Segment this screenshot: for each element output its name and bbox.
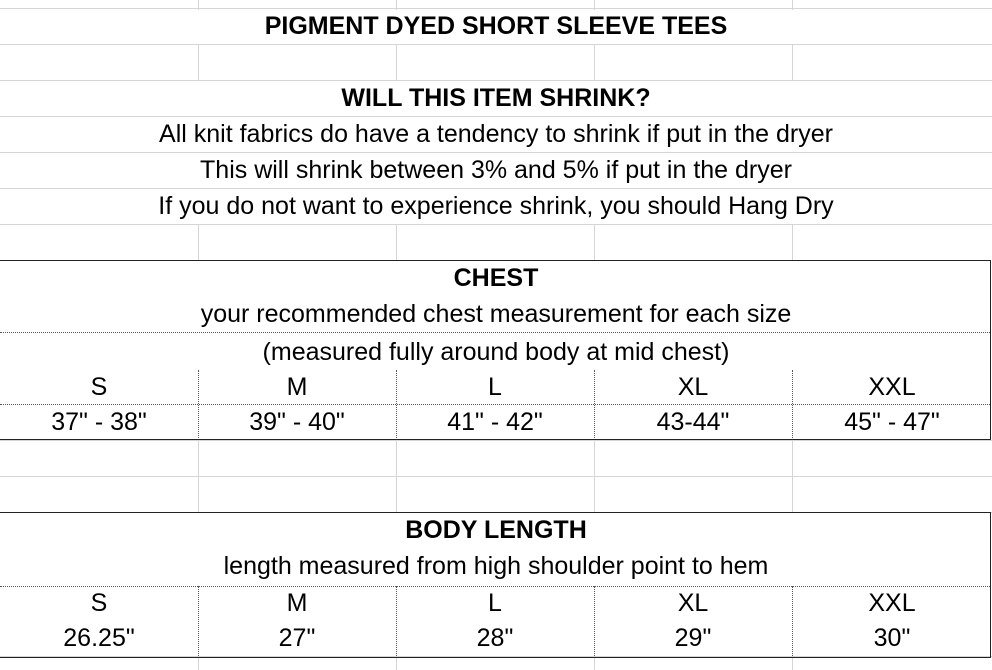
- shrink-heading: WILL THIS ITEM SHRINK?: [341, 83, 651, 112]
- length-value-xl: 29": [674, 624, 712, 652]
- length-size-xxl: XXL: [868, 589, 916, 617]
- chest-value-l: 41" - 42": [447, 408, 543, 436]
- length-value-s: 26.25": [63, 624, 135, 652]
- page-title: PIGMENT DYED SHORT SLEEVE TEES: [264, 11, 728, 40]
- chest-size-row: [0, 370, 992, 404]
- chest-heading: CHEST: [453, 263, 539, 292]
- length-value-m: 27": [278, 624, 316, 652]
- shrink-line-1: All knit fabrics do have a tendency to shrink if put in the dryer: [159, 119, 833, 148]
- body-length-description: length measured from high shoulder point to hem: [223, 551, 769, 580]
- length-size-m: M: [286, 589, 308, 617]
- chest-value-xl: 43-44": [656, 408, 730, 436]
- length-value-l: 28": [476, 624, 514, 652]
- chest-value-row: [0, 405, 992, 440]
- chest-size-xxl: XXL: [868, 372, 916, 401]
- chest-size-xl: XL: [677, 372, 709, 401]
- chest-size-s: S: [90, 372, 108, 401]
- chest-size-m: M: [286, 372, 308, 401]
- chest-measure-note: (measured fully around body at mid chest): [262, 337, 730, 366]
- length-value-xxl: 30": [873, 624, 911, 652]
- body-length-size-row: [0, 586, 992, 621]
- length-size-xl: XL: [677, 589, 709, 617]
- shrink-line-3: If you do not want to experience shrink, you should Hang Dry: [158, 191, 834, 220]
- body-length-heading: BODY LENGTH: [405, 515, 587, 544]
- shrink-line-2: This will shrink between 3% and 5% if put in the dryer: [200, 155, 792, 184]
- chest-size-l: L: [488, 372, 502, 401]
- length-size-l: L: [488, 589, 502, 617]
- length-size-s: S: [90, 589, 108, 617]
- body-length-value-row: [0, 621, 992, 656]
- chest-value-s: 37" - 38": [51, 408, 147, 436]
- chest-value-m: 39" - 40": [249, 408, 345, 436]
- chest-description: your recommended chest measurement for each size: [200, 299, 792, 328]
- chest-value-xxl: 45" - 47": [844, 408, 940, 436]
